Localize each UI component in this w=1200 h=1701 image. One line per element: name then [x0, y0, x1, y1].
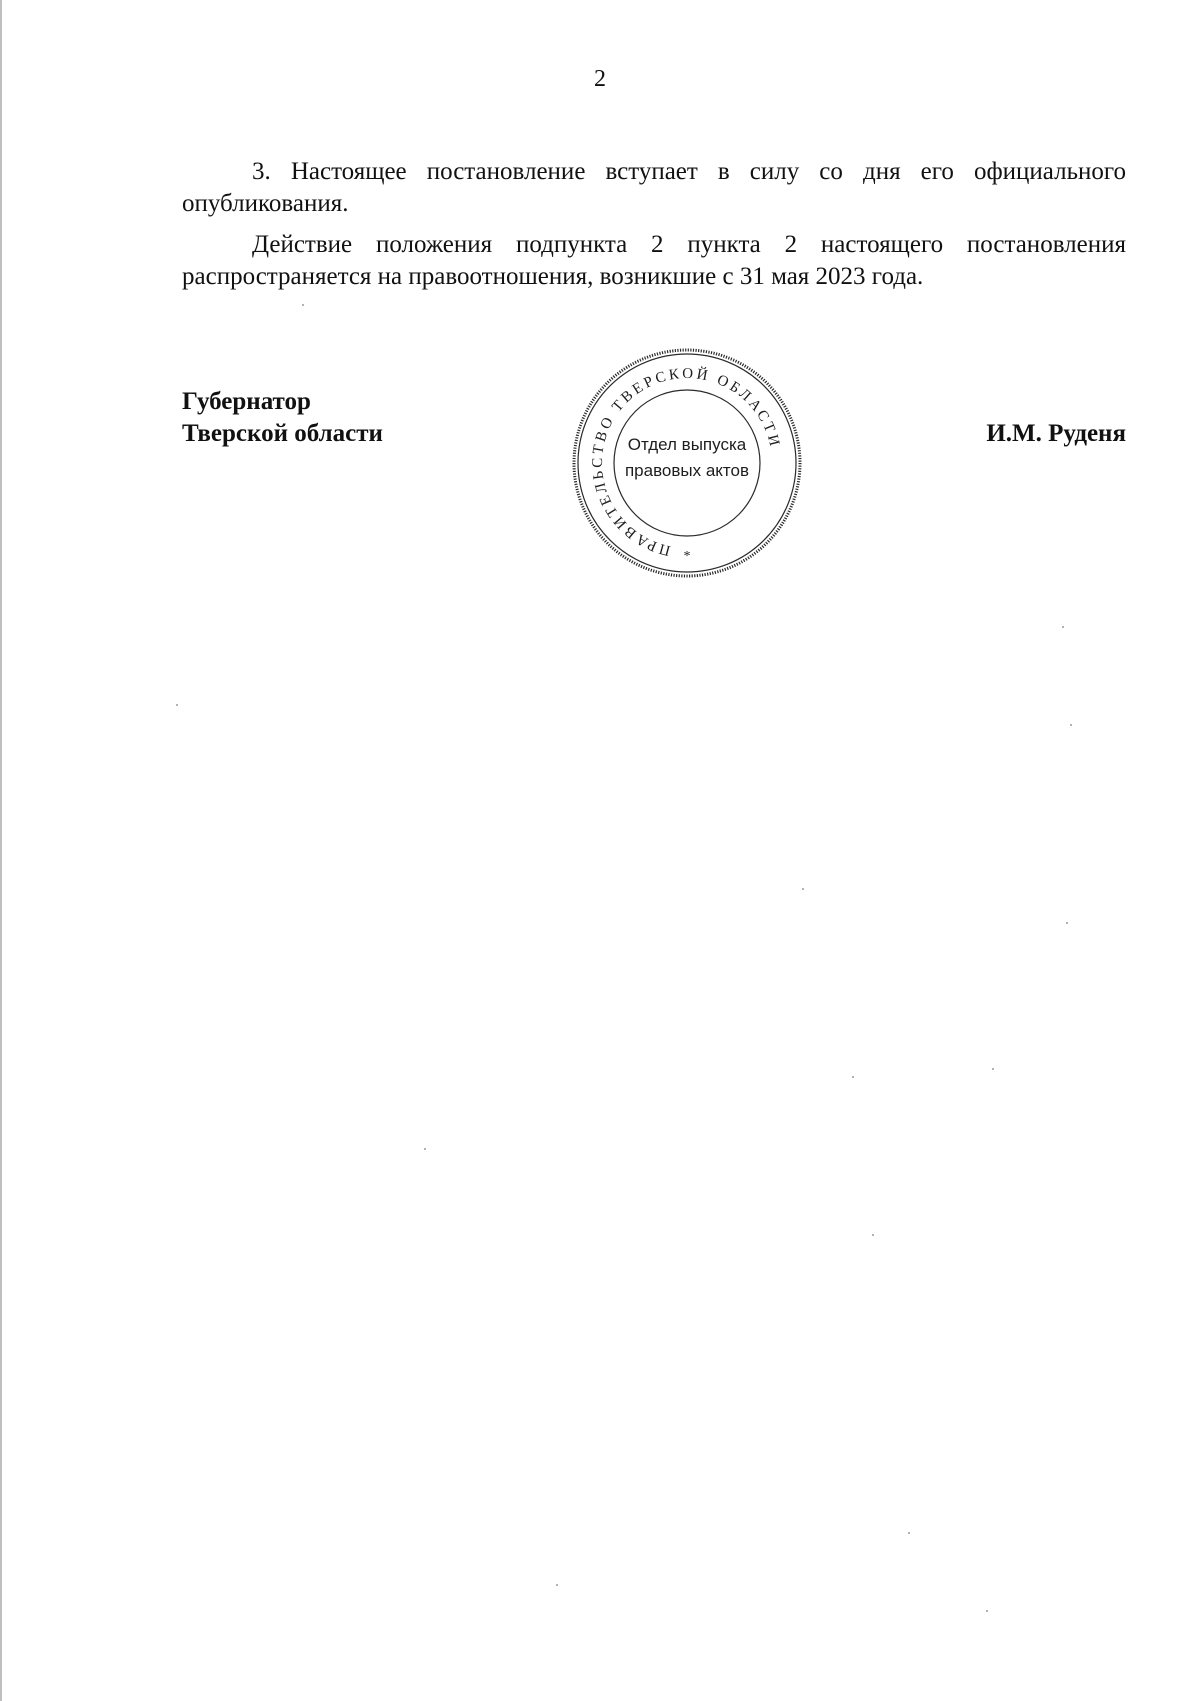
- page-number: 2: [594, 66, 606, 92]
- signatory-position-line2: Тверской области: [182, 420, 383, 447]
- scan-speck: [992, 1068, 994, 1070]
- paragraph-effective-date: 3. Настоящее постановление вступает в силу со дня его официального опубликования.: [182, 158, 1126, 217]
- seal-center-line1: Отдел выпуска: [627, 435, 747, 454]
- scan-speck: [852, 1076, 854, 1078]
- scan-speck: [1066, 922, 1068, 924]
- scan-speck: [986, 1610, 988, 1612]
- scan-speck: [908, 1532, 910, 1534]
- signatory-position-line1: Губернатор: [182, 388, 311, 415]
- scan-speck: [176, 704, 178, 706]
- paragraph-retroactive-effect: Действие положения подпункта 2 пункта 2 настоящего постановления распространяется на правоотношения, возникшие с 31 мая 2023 года.: [182, 231, 1126, 290]
- signatory-name: И.М. Руденя: [986, 420, 1126, 447]
- scan-speck: [1070, 724, 1072, 726]
- seal-ring-text: ПРАВИТЕЛЬСТВО ТВЕРСКОЙ ОБЛАСТИ: [589, 365, 783, 559]
- scan-speck: [424, 1148, 426, 1150]
- signatory-position: [182, 386, 383, 450]
- seal-star: *: [683, 549, 691, 564]
- scan-speck: [1062, 626, 1064, 628]
- official-seal: [570, 346, 804, 580]
- scan-speck: [556, 1584, 558, 1586]
- page-edge: [0, 0, 2, 1701]
- seal-graphic: [570, 346, 804, 580]
- scan-speck: [302, 304, 304, 306]
- scan-speck: [802, 888, 804, 890]
- scan-speck: [872, 1234, 874, 1236]
- seal-center-line2: правовых актов: [624, 461, 750, 480]
- document-body: [182, 156, 1126, 302]
